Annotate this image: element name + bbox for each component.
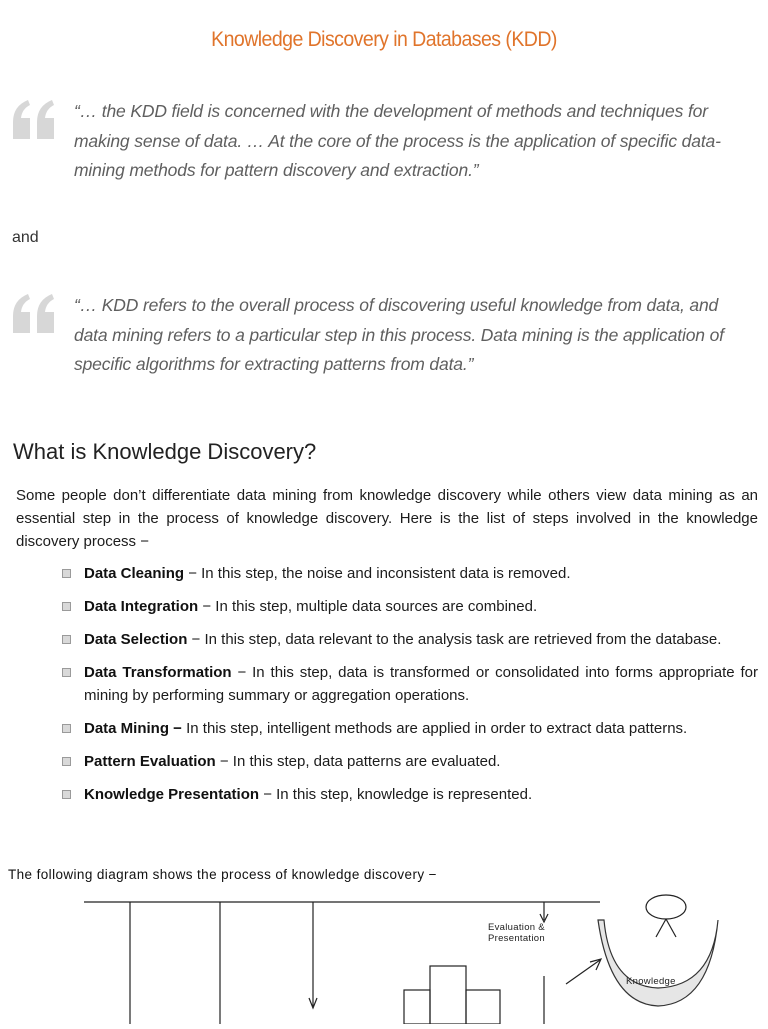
evaluation-label [488,922,545,944]
step-term: Data Mining − [84,720,182,737]
bullet-icon [62,757,71,766]
step-term: Pattern Evaluation [84,753,216,770]
pattern-bar [404,990,430,1024]
pattern-bar [466,990,500,1024]
list-item-data-transformation [62,661,758,707]
step-description: − In this step, knowledge is represented. [259,786,533,803]
step-description: − In this step, data relevant to the analysis task are retrieved from the database. [187,631,722,648]
step-term: Data Cleaning [84,565,185,582]
intro-paragraph: Some people don’t differentiate data mining from knowledge discovery while others view data mining as an essential step in the process of knowledge discovery. Here is the list of steps involved in the knowledge discovery process − [16,487,758,550]
step-term: Data Integration [84,598,199,615]
bullet-icon [62,668,71,677]
connector-text: and [12,229,39,246]
person-head [646,895,686,919]
blockquote-1 [0,97,768,197]
list-item-pattern-evaluation [62,750,758,773]
quote-mark-icon [10,95,58,143]
bullet-icon [62,569,71,578]
blockquote-2 [0,291,768,391]
quote-text: “… the KDD field is concerned with the development of methods and techniques for making sense of data. … At the core of the process is the application of specific data-mining methods for pattern discovery and extraction.” [74,101,721,180]
step-description: − In this step, multiple data sources are combined. [198,598,538,615]
list-item-data-integration [62,595,758,618]
knowledge-label: Knowledge [626,976,676,987]
kdd-diagram-graphic [0,886,768,1024]
steps-list [62,562,758,816]
step-description: − In this step, data is transformed or consolidated into forms appropriate for mining by performing summary or aggregation operations. [84,664,758,704]
bullet-icon [62,635,71,644]
step-description: − In this step, the noise and inconsistent data is removed. [184,565,571,582]
evaluation-label-line: Presentation [488,933,545,944]
list-item-knowledge-presentation [62,783,758,806]
step-description: − In this step, data patterns are evaluated. [215,753,501,770]
step-term: Knowledge Presentation [84,786,260,803]
quote-text: “… KDD refers to the overall process of discovering useful knowledge from data, and data mining refers to a particular step in this process. Data mining is the application of specific algorithms for extracting patterns from data.” [74,295,724,374]
flow-line [566,960,600,984]
kdd-process-diagram [0,886,768,1024]
bullet-icon [62,602,71,611]
step-description: In this step, intelligent methods are applied in order to extract data patterns. [181,720,688,737]
section-heading: What is Knowledge Discovery? [13,439,317,464]
evaluation-label-line: Evaluation & [488,922,545,933]
quote-mark-icon [10,289,58,337]
pattern-bar [430,966,466,1024]
bullet-icon [62,790,71,799]
list-item-data-mining [62,717,758,740]
list-item-data-selection [62,628,758,651]
page-title: Knowledge Discovery in Databases (KDD) [211,28,557,51]
bullet-icon [62,724,71,733]
step-term: Data Selection [84,631,188,648]
diagram-caption: The following diagram shows the process of knowledge discovery − [8,867,437,882]
list-item-data-cleaning [62,562,758,585]
step-term: Data Transformation [84,664,232,681]
